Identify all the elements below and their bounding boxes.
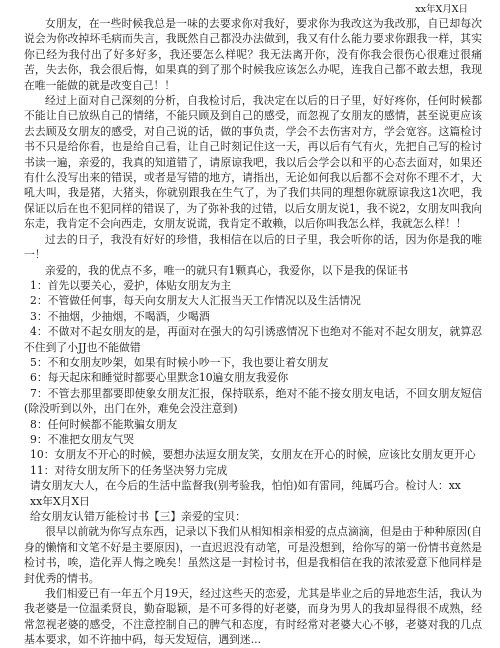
guarantee-item: 1：首先以要关心，爱护，体贴女朋友为主: [30, 278, 232, 292]
guarantee-item: 7：不管去那里都要即使象女朋友汇报，保持联系，绝对不能不接女朋友电话，不回女朋友短信(除没听到以外，出门在外，难免会没注意到): [24, 386, 482, 416]
guarantee-item: 6：每天起床和睡觉时都要心里默念10遍女朋友我爱你: [30, 371, 289, 385]
letter1-paragraph-3: 过去的日子，我没有好好的珍惜，我相信在以后的日子里，我会听你的话，因为你是我的唯一！: [24, 232, 482, 262]
guarantee-item: 10：女朋友不开心的时候，要想办法逗女朋友笑，女朋友在开心的时候，应该比女朋友更开心: [30, 448, 476, 462]
guarantee-item: 4：不做对不起女朋友的是，再面对在强大的勾引诱惑情况下也绝对不能对不起女朋友，就算忍不住到了小JJ也不能做错: [24, 325, 482, 354]
guarantee-item: 3：不抽烟，少抽烟，不喝酒，少喝酒: [30, 309, 210, 323]
letter1-paragraph-2: 经过上面对自己深刻的分析，自我检讨后，我决定在以后的日子里，好好疼你，任何时候都不能让自已放纵自己的情绪，不能只顾及到自己的感受，而忽视了女朋友的感情，甚至说更应该去去顾及女朋友的感受，对自己说的话，做的事负责，学会不去伤害对方，学会宽容。这篇检讨书不只是给你看，也是给自己看，让自己时刻记住这一天，再以后有气有火，先把自己写的检讨书读一遍，亲爱的，我真的知道错了，请原谅我吧，我以后会学会以和平的心态去面对，如果还有什么没写出来的错误，或者是写错的地方，请指出，无论如何我以后都不会对你不理不才，大吼大叫，我是猪，大猪头，你就别跟我在生气了，为了我们共同的理想你就原谅我这1次吧，我保证以后在也不犯同样的错误了，为了弥补我的过错，以后女朋友说1，我不说2，女朋友叫我向东走，我肯定不会向西走，女朋友说谎，我肯定不敢赖，以后你叫我怎么样，我就怎么样！！: [24, 94, 482, 231]
guarantee-list: [24, 278, 482, 478]
closing-date: xx年X月X日: [30, 494, 90, 508]
letter-two: [24, 509, 482, 648]
letter2-paragraph-1: 很早以前就为你写点东西，记录以下我们从相知相亲相爱的点点滴滴，但是由于种种原因(自身的懒惰和文笔不好是主要原因)，一直迟迟没有动笔，可是没想到，给你写的第一份情书竟然是检讨书，唉，造化弄人悔之晚矣！虽然这是一封检讨书，但是我相信在我的浓浓爱意下他同样是封优秀的情书。: [24, 525, 482, 585]
guarantee-item: 2：不管做任何事，每天向女朋友大人汇报当天工作情况以及生活情况: [30, 294, 361, 308]
letter2-paragraph-2: 我们相爱已有一年五个月19天，经过这些天的恋爱，尤其是毕业之后的异地恋生活，我认为我老婆是一位温柔贤良，勤奋聪颖，是不可多得的好老婆，而身为男人的我却显得很不成熟，经常忽视老婆的感受，不注意控制自己的脾气和态度，有时经常对老婆大心不够，老婆对我的几点基本要求，如不许抽中码，每天发短信，遇到迷...: [24, 587, 482, 647]
guarantee-item: 11：对待女朋友所下的任务坚决努力完成: [30, 463, 228, 477]
letter-one: [24, 16, 482, 278]
letter1-paragraph-4: 亲爱的，我的优点不多，唯一的就只有1颗真心，我爱你，以下是我的保证书: [45, 263, 409, 277]
guarantee-item: 9：不准把女朋友气哭: [30, 432, 135, 446]
guarantee-item: 5：不和女朋友吵架，如果有时候小吵一下，我也要让着女朋友: [30, 355, 329, 369]
letter2-title: 给女朋友认错万能检讨书【三】亲爱的宝贝：: [30, 510, 246, 523]
guarantee-item: 8：任何时候都不能欺骗女朋友: [30, 417, 178, 431]
header-date: xx年X月X日: [415, 4, 468, 15]
letter1-paragraph-1: 女朋友，在一些时候我总是一味的去要求你对我好，要求你为我改这为我改那，自已却每次说会为你改掉坏毛病而失言，我既然自己都没办法做到，我又有什么能力要求你跟我一样，其实你已经为我付出了好多好多，我还要怎么样呢？我无法离开你，没有你我会很伤心很难过很痛苦，失去你，我会很后悔，如果真的到了那个时候我应该怎么办呢，连我自己都不敢去想，我现在唯一能做的就是改变自己！！: [24, 17, 482, 92]
closing-request: 请女朋友大人，在今后的生活中监督我(别考验我，怕怕)如有雷同，纯属巧合。检讨人：xx: [30, 479, 461, 493]
